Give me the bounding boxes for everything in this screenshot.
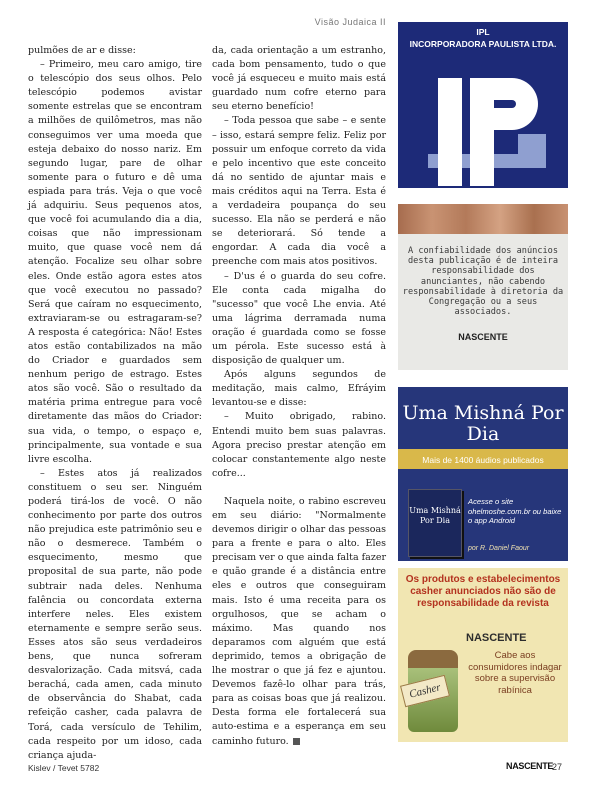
mishna-ad-author: por R. Daniel Faour [468,545,530,552]
ipl-ad-line1: IPL [476,27,490,37]
casher-ad-title: Os produtos e estabelecimentos casher anunciados não são de responsabilidade da revista [405,574,561,609]
nascente-logo: NASCENTE [458,332,508,342]
mishna-ad[interactable] [398,387,568,561]
paragraph-text: Naquela noite, o rabino escreveu em seu diário: "Normalmente devemos dirigir o olhar das pessoas para a frente e para o alto. Eles precisam ver o que ainda falta fazer e quão grande é a distância entre eles e outros que conseguiram mais. Isto é uma receita para os orgulhosos, que se acham o máximo. Mas quando nos deparamos com alguém que está deprimido, temos a obrigação de lhe mostrar o que já fez e ajuntou. Devemos fazê-lo olhar para trás, para as coisas boas que já realizou. Desta forma ele fortalecerá sua auto-estima e a esperança em seu caminho futuro. [212,495,386,747]
ipl-logo-i [438,78,462,186]
paragraph: – Toda pessoa que sabe – e sente – isso, estará sempre feliz. Feliz por possuir um enfoque correto da vida e pelo incentivo que este conceito dá no sentido de ajuntar mais e mais créditos aqui na Terra. Esta é a verdadeira poupança do seu sucesso. Ela não se perderá e não se deteriorará. Só tende a engordar. A cada dia você a preenche com mais atos positivos. [212,115,386,268]
casher-label: Casher [400,675,450,707]
article-column-2 [212,44,386,749]
paragraph: – Primeiro, meu caro amigo, tire o telescópio dos seus olhos. Pelo telescópio podemos avistar somente estrelas que se encontram a milhões de quilômetros, mas não conseguimos ver uma moeda que esteja debaixo do nosso nariz. Em segundo lugar, pare de olhar somente para o futuro e dê uma espiada para trás. Veja o que você já adquiriu. Seus pequenos atos, que você foi acumulando dia a dia, coisas que não impressionam muito, que quase você nem dá atenção. Focalize seu olhar sobre eles. Onde estão agora estes atos que você executou no passado? Será que caíram no esquecimento, extraviaram-se ou estragaram-se? A resposta é categórica: Não! Estes atos estão contabilizados na mão do Criador e guardados sem nenhum perigo de estrago. Estes atos são você. São o resultado da matéria prima entregue para você diretamente das mãos do Criador: sua vida, o tempo, o espaço e, principalmente, sua vontade e sua livre escolha. [28,59,202,465]
mishna-ad-subtitle: Mais de 1400 áudios publicados [422,455,544,465]
paragraph: da, cada orientação a um estranho, cada bom pensamento, tudo o que você já esqueceu e muito mais está guardado num cofre eterno para seu eterno benefício! [212,45,386,113]
fingers-image [398,204,568,238]
ipl-logo-shape [518,134,546,168]
paragraph: pulmões de ar e disse: [28,45,136,56]
ipl-ad-line2: INCORPORADORA PAULISTA LTDA. [409,39,557,49]
ipl-ad-title [398,26,568,50]
casher-ad-text: Cabe aos consumidores indagar sobre a supervisão rabínica [468,650,562,696]
mishna-ad-title: Uma Mishná Por Dia [402,402,564,445]
paragraph-final [212,495,386,749]
footer-logo: NASCENTE [506,761,554,771]
casher-ad [398,568,568,742]
paragraph: – D'us é o guarda do seu cofre. Ele conta cada migalha do "sucesso" que você Lhe envia. Até uma lágrima derramada numa oração é guardada como se fosse um pérola. Este sucesso está à disposição de qualquer um. [212,270,386,367]
nascente-logo: NASCENTE [466,632,527,644]
ipl-logo-p-bowl [486,78,538,130]
footer-date: Kislev / Tevet 5782 [28,763,100,773]
book-cover [408,489,462,557]
article-column-1 [28,44,202,763]
page-number: 27 [552,762,563,772]
ipl-ad[interactable] [398,22,568,188]
paragraph: – Muito obrigado, rabino. Entendi muito bem suas palavras. Agora preciso prestar atenção em colocar constantemente algo neste cofre... [212,411,386,479]
mishna-ad-info: Acesse o site ohelmoshe.com.br ou baixe o app Android [468,497,562,525]
disclaimer-ad [398,204,568,370]
paragraph: – Estes atos já realizados constituem o seu ser. Ninguém poderá tirá-los de você. O não conhecimento por parte dos outros não prejudica este patrimônio seu e não o desmerece. Também o esquecimento, mesmo que proposital de sua parte, não pode subtrair nada deles. Nenhuma falência ou concordata externa interfere neles. Eles existem eternamente e sempre serão seus. Esses atos são seus verdadeiros bens, que nunca sofreram desvalorização. Cada mitsvá, cada berachá, cada amen, cada minuto de observância do Shabat, cada refeição casher, cada palavra de Torá, cada versículo de Tehilim, cada respeito por um idoso, cada criança ajuda- [28,467,202,761]
section-header: Visão Judaica II [314,17,386,27]
book-title: Uma Mishná Por Dia [409,506,461,525]
disclaimer-text: A confiabilidade dos anúncios desta publicação é de inteira responsabilidade dos anunciantes, não cabendo responsabilidade à diretoria da Congregação ou a seus associados. [402,246,564,318]
paragraph: Após alguns segundos de meditação, mais calmo, Efráyim levantou-se e disse: [212,369,386,409]
end-of-article-icon [293,738,300,745]
